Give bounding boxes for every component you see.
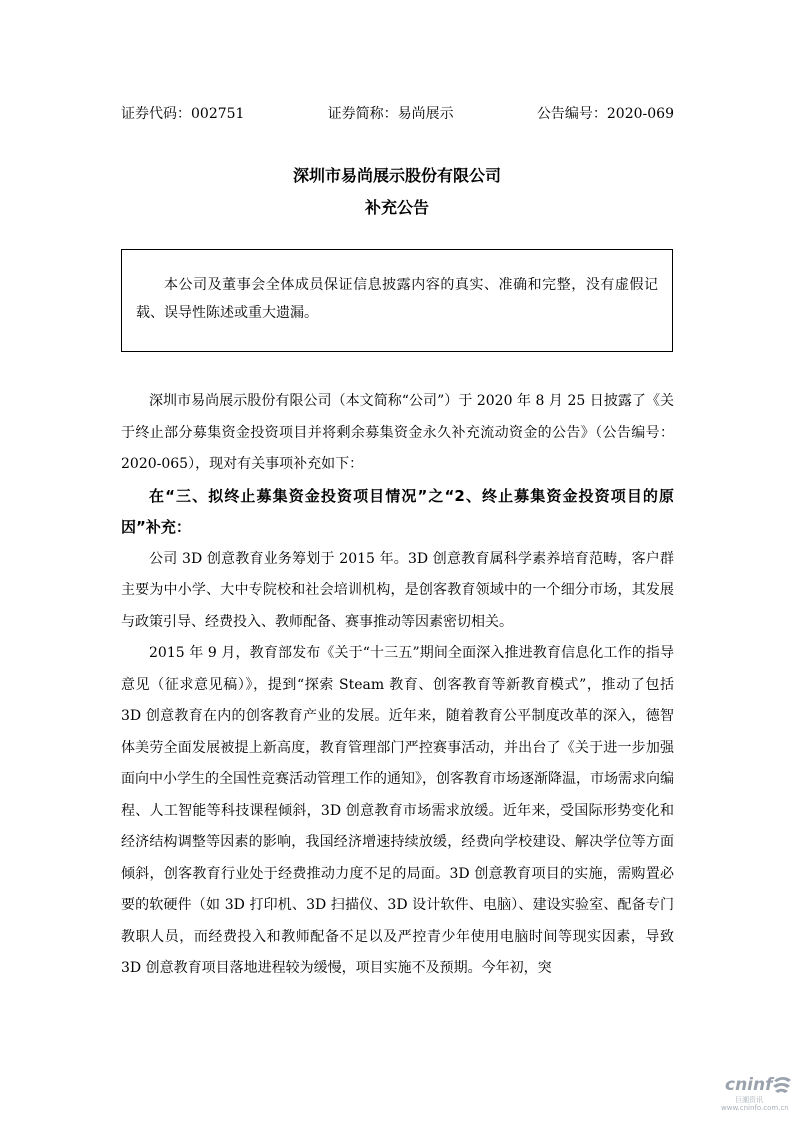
- company-title: 深圳市易尚展示股份有限公司: [292, 166, 501, 185]
- cninf-watermark: [713, 1073, 794, 1117]
- cninf-logo-icon: [771, 1075, 793, 1095]
- board-notice-box: 本公司及董事会全体成员保证信息披露内容的真实、准确和完整，没有虚假记载、误导性陈述或重大遗漏。: [121, 249, 673, 352]
- security-code: 证券代码：002751: [121, 106, 245, 122]
- security-short-name: 证券简称：易尚展示: [327, 106, 454, 122]
- announcement-number: 公告编号：2020-069: [536, 106, 674, 122]
- body-paragraph: 公司 3D 创意教育业务筹划于 2015 年。3D 创意教育属科学素养培育范畴，客户群主要为中小学、大中专院校和社会培训机构，是创客教育领域中的一个细分市场，其发展与政策引导、经费投入、教师配备、赛事推动等因素密切相关。: [121, 550, 674, 630]
- watermark-cn: 巨潮资讯: [735, 1096, 763, 1104]
- document-title: 补充公告: [364, 198, 429, 217]
- watermark-url: www.cninfo.com.cn: [721, 1104, 789, 1112]
- watermark-brand: cninf: [725, 1075, 773, 1095]
- intro-paragraph: 深圳市易尚展示股份有限公司（本文简称“公司”）于 2020 年 8 月 25 日披露了《关于终止部分募集资金投资项目并将剩余募集资金永久补充流动资金的公告》（公告编号：2020-065），现对有关事项补充如下：: [121, 393, 674, 472]
- document-body: [121, 386, 674, 985]
- section-heading: 在“三、拟终止募集资金投资项目情况”之“2、终止募集资金投资项目的原因”补充：: [121, 486, 674, 536]
- announcement-header: [121, 103, 674, 123]
- body-paragraph: 2015 年 9 月，教育部发布《关于“十三五”期间全面深入推进教育信息化工作的指导意见（征求意见稿）》，提到“探索 Steam 教育、创客教育等新教育模式”，推动了包括 3D 创意教育在内的创客教育产业的发展。近年来，随着教育公平制度改革的深入，德智体美劳全面发展被提上新高度，教育管理部门严控赛事活动，并出台了《关于进一步加强面向中小学生的全国性竞赛活动管理工作的通知》，创客教育市场逐渐降温，市场需求向编程、人工智能等科技课程倾斜，3D 创意教育市场需求放缓。近年来，受国际形势变化和经济结构调整等因素的影响，我国经济增速持续放缓，经费向学校建设、解决学位等方面倾斜，创客教育行业处于经费推动力度不足的局面。3D 创意教育项目的实施，需购置必要的软硬件（如 3D 打印机、3D 扫描仪、3D 设计软件、电脑）、建设实验室、配备专门教职人员，而经费投入和教师配备不足以及严控青少年使用电脑时间等现实因素，导致 3D 创意教育项目落地进程较为缓慢，项目实施不及预期。今年初，突: [121, 645, 674, 976]
